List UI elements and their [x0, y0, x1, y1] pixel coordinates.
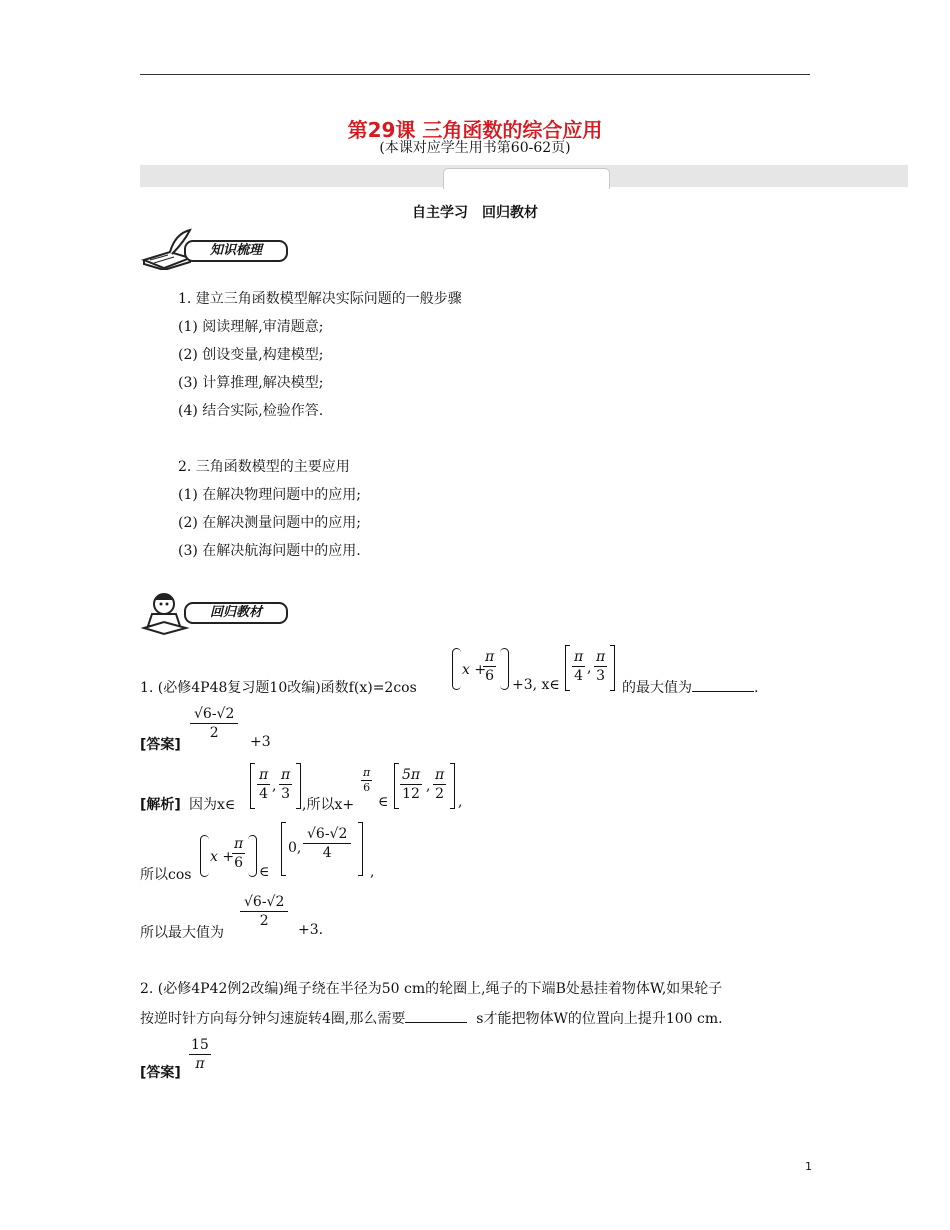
math-x-plus: x + [210, 849, 235, 865]
frac-den: 12 [402, 786, 420, 802]
answer-label: [答案] [140, 737, 181, 753]
max-fraction [240, 893, 288, 930]
analysis-in: ∈ [259, 864, 270, 880]
bracket-left [394, 763, 399, 809]
comma: , [587, 660, 592, 676]
problem1-suffix: 的最大值为 . [622, 680, 759, 696]
frac-num: π [363, 766, 371, 779]
problem2-line2a: 按逆时针方向每分钟匀速旋转4圈,那么需要 [140, 1011, 406, 1027]
frac-num: π [485, 649, 495, 665]
answer2-fraction [189, 1036, 211, 1073]
page-title: 第29课 三角函数的综合应用 [347, 118, 603, 142]
knowledge-item2-step: (1) 在解决物理问题中的应用; [178, 487, 361, 503]
frac-den: 2 [435, 786, 445, 802]
top-rule [140, 74, 810, 75]
textbook-badge-label: 回归教材 [184, 602, 288, 624]
answer-blank [405, 1010, 467, 1023]
fraction-pi-6-small [361, 766, 372, 795]
analysis-a: 因为x∈ [189, 797, 236, 813]
problem2-line1: 2. (必修4P42例2改编)绳子绕在半径为50 cm的轮圈上,绳子的下端B处悬挂着物体W,如果轮子 [140, 981, 723, 997]
frac-den: 6 [234, 855, 244, 871]
problem2-line2 [140, 1008, 723, 1028]
answer-fraction [190, 705, 238, 742]
analysis-label: [解析] [140, 797, 181, 813]
comma: , [370, 864, 375, 880]
textbook-badge [140, 592, 290, 634]
frac-den: 3 [281, 786, 291, 802]
header-tab [443, 168, 610, 189]
comma: , [272, 778, 277, 794]
bracket-right [358, 822, 363, 876]
knowledge-badge-label: 知识梳理 [184, 240, 288, 262]
frac-den: 4 [322, 845, 332, 861]
problem1-suffix-text: 的最大值为 [622, 680, 692, 696]
fraction-pi-4 [257, 766, 270, 803]
bracket-right [450, 763, 455, 809]
frac-num: π [234, 836, 244, 852]
fraction-pi-2 [433, 766, 446, 803]
bracket-right [610, 645, 615, 691]
problem2-line2b: s才能把物体W的位置向上提升100 cm. [476, 1011, 723, 1027]
fraction-pi-6 [232, 835, 245, 872]
answer2-label: [答案] [140, 1065, 181, 1081]
frac-den: 4 [574, 668, 584, 684]
analysis-b: ,所以x+ [302, 797, 355, 813]
frac-num: π [574, 649, 584, 665]
knowledge-item1-step: (3) 计算推理,解决模型; [178, 375, 324, 391]
frac-den: 4 [259, 786, 269, 802]
knowledge-item1-title: 1. 建立三角函数模型解决实际问题的一般步骤 [178, 291, 462, 307]
knowledge-item1-step: (2) 创设变量,构建模型; [178, 347, 324, 363]
knowledge-item2-title: 2. 三角函数模型的主要应用 [178, 459, 350, 475]
analysis-max-tail: +3. [298, 922, 324, 938]
analysis-c: ∈ [378, 794, 389, 810]
section-title: 自主学习 回归教材 [412, 205, 538, 221]
fraction-pi-3 [279, 766, 292, 803]
bracket-left [565, 645, 570, 691]
knowledge-item1-step: (4) 结合实际,检验作答. [178, 403, 324, 419]
bracket-left [250, 763, 255, 809]
knowledge-item2-step: (2) 在解决测量问题中的应用; [178, 515, 361, 531]
fraction-sqrt-over-4 [303, 825, 351, 862]
frac-num: 5π [402, 767, 421, 783]
paren-left [452, 648, 461, 690]
paren-right [500, 648, 509, 690]
answer-blank [692, 679, 754, 692]
frac-den: 6 [485, 668, 495, 684]
fraction-5pi-12 [400, 766, 422, 803]
frac-num: π [596, 649, 606, 665]
frac-den: 3 [596, 668, 606, 684]
frac-num: π [281, 767, 291, 783]
bracket-right [296, 763, 301, 809]
problem1-prefix: 1. (必修4P48复习题10改编)函数f(x)=2cos [140, 680, 417, 696]
frac-den: π [195, 1056, 205, 1072]
frac-num: √6-√2 [240, 893, 288, 912]
fraction-pi-6 [483, 648, 496, 685]
frac-num: 15 [191, 1037, 209, 1053]
knowledge-item2-step: (3) 在解决航海问题中的应用. [178, 543, 361, 559]
analysis-max-text: 所以最大值为 [140, 925, 224, 941]
frac-num: π [435, 767, 445, 783]
paren-left [200, 835, 209, 877]
comma: , [458, 794, 463, 810]
answer-tail: +3 [250, 734, 271, 750]
frac-num: √6-√2 [303, 825, 351, 844]
page-number: 1 [805, 1160, 812, 1173]
math-zero: 0, [288, 840, 302, 856]
frac-num: π [259, 767, 269, 783]
fraction-pi-3 [594, 648, 607, 685]
frac-den: 2 [209, 725, 219, 741]
paren-right [248, 835, 257, 877]
math-x-plus: x + [462, 662, 487, 678]
frac-den: 6 [363, 781, 371, 794]
fraction-pi-4 [572, 648, 585, 685]
comma: , [426, 778, 431, 794]
frac-den: 2 [259, 913, 269, 929]
analysis-so-cos: 所以cos [140, 867, 192, 883]
page-subtitle: (本课对应学生用书第60-62页) [379, 140, 571, 156]
knowledge-badge [140, 228, 290, 270]
bracket-left [281, 822, 286, 876]
frac-num: √6-√2 [190, 705, 238, 724]
knowledge-item1-step: (1) 阅读理解,审清题意; [178, 319, 324, 335]
problem1-mid: +3, x∈ [512, 677, 560, 693]
